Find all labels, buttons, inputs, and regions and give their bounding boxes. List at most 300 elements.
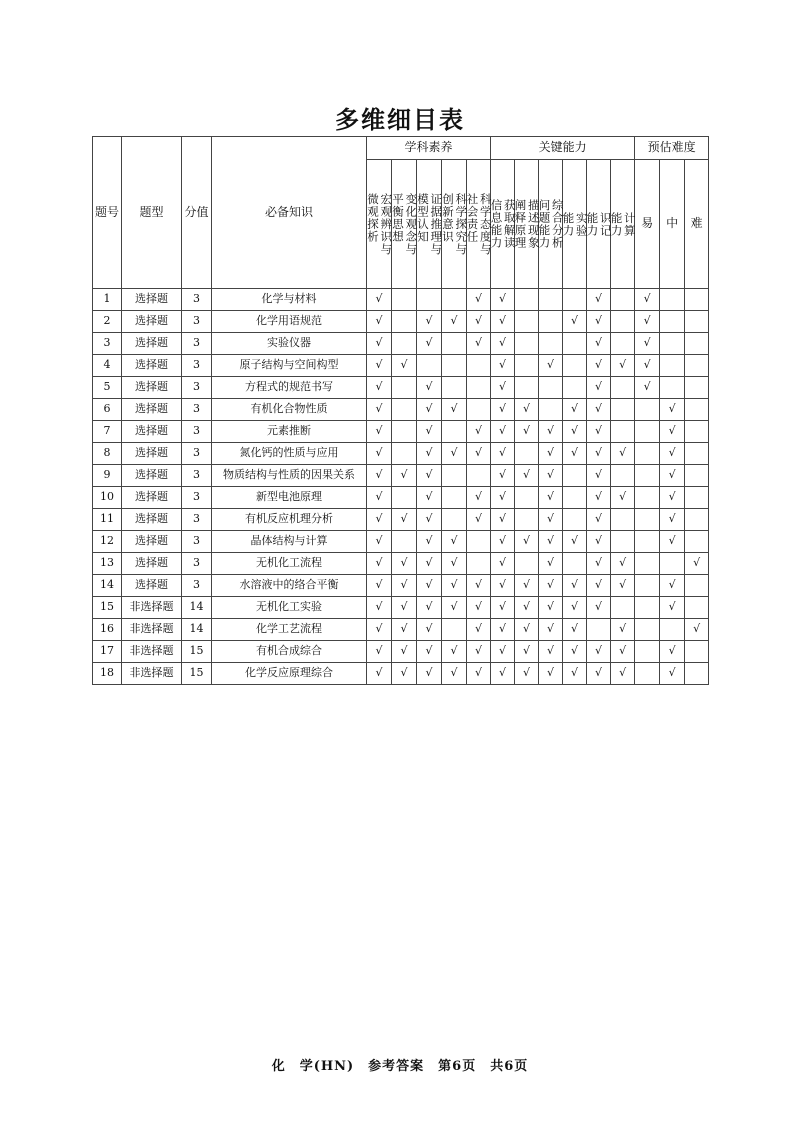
- check-mark: √: [668, 490, 676, 504]
- check-mark: √: [400, 556, 408, 570]
- cell-ability-3: [539, 355, 563, 377]
- cell-difficulty-1: [635, 289, 660, 311]
- cell-ability-5: [587, 553, 611, 575]
- cell-score: 3: [182, 333, 212, 355]
- cell-literacy-4: [442, 663, 467, 685]
- check-mark: √: [547, 556, 555, 570]
- cell-literacy-1: [367, 531, 392, 553]
- cell-difficulty-1: [635, 421, 660, 443]
- cell-topic: 有机合成综合: [212, 641, 367, 663]
- cell-score: 3: [182, 509, 212, 531]
- cell-score: 15: [182, 663, 212, 685]
- check-mark: √: [475, 424, 483, 438]
- cell-ability-3: [539, 619, 563, 641]
- check-mark: √: [375, 534, 383, 548]
- cell-difficulty-2: [660, 421, 685, 443]
- cell-score: 14: [182, 597, 212, 619]
- cell-topic: 物质结构与性质的因果关系: [212, 465, 367, 487]
- cell-difficulty-1: [635, 553, 660, 575]
- cell-score: 3: [182, 311, 212, 333]
- check-mark: √: [523, 468, 531, 482]
- check-mark: √: [475, 292, 483, 306]
- check-mark: √: [643, 314, 651, 328]
- cell-topic: 元素推断: [212, 421, 367, 443]
- cell-literacy-2: [392, 465, 417, 487]
- check-mark: √: [523, 666, 531, 680]
- cell-type: 选择题: [122, 509, 182, 531]
- cell-ability-1: [491, 531, 515, 553]
- cell-type: 选择题: [122, 553, 182, 575]
- cell-ability-5: [587, 487, 611, 509]
- cell-no: 14: [93, 575, 122, 597]
- cell-literacy-1: [367, 289, 392, 311]
- table-row: [93, 377, 709, 399]
- check-mark: √: [375, 644, 383, 658]
- table-row: [93, 531, 709, 553]
- check-mark: √: [375, 358, 383, 372]
- check-mark: √: [595, 556, 603, 570]
- cell-ability-6: [611, 619, 635, 641]
- cell-difficulty-2: [660, 553, 685, 575]
- check-mark: √: [595, 336, 603, 350]
- check-mark: √: [595, 358, 603, 372]
- col-header-ability-2-line-1: 描述现象: [526, 199, 541, 249]
- cell-topic: 化学与材料: [212, 289, 367, 311]
- cell-literacy-3: [417, 465, 442, 487]
- cell-ability-2: [515, 443, 539, 465]
- check-mark: √: [425, 644, 433, 658]
- header-row-groups: [93, 137, 709, 160]
- cell-ability-2: [515, 289, 539, 311]
- check-mark: √: [450, 578, 458, 592]
- col-header-ability-3-line-1: 综合分析: [550, 199, 565, 249]
- cell-literacy-4: [442, 333, 467, 355]
- cell-score: 3: [182, 575, 212, 597]
- cell-ability-3: [539, 531, 563, 553]
- cell-score: 3: [182, 531, 212, 553]
- cell-no: 11: [93, 509, 122, 531]
- page-footer: 化 学(HN) 参考答案 第6页 共6页: [271, 1059, 529, 1074]
- cell-literacy-3: [417, 443, 442, 465]
- check-mark: √: [619, 666, 627, 680]
- check-mark: √: [595, 292, 603, 306]
- col-header-literacy-1-line-2: 微观探析: [366, 192, 380, 243]
- cell-literacy-1: [367, 311, 392, 333]
- cell-ability-3: [539, 663, 563, 685]
- cell-topic: 化学工艺流程: [212, 619, 367, 641]
- check-mark: √: [475, 490, 483, 504]
- spec-table: [92, 136, 709, 685]
- check-mark: √: [619, 446, 627, 460]
- col-header-literacy-4-line-1: 科学探究与: [454, 192, 469, 256]
- cell-literacy-5: [467, 641, 491, 663]
- check-mark: √: [619, 490, 627, 504]
- check-mark: √: [499, 534, 507, 548]
- cell-type: 选择题: [122, 311, 182, 333]
- cell-ability-3: [539, 553, 563, 575]
- cell-difficulty-3: [685, 597, 709, 619]
- cell-ability-3: [539, 377, 563, 399]
- cell-ability-6: [611, 355, 635, 377]
- cell-ability-6: [611, 399, 635, 421]
- cell-ability-1: [491, 641, 515, 663]
- cell-ability-3: [539, 487, 563, 509]
- cell-ability-1: [491, 443, 515, 465]
- cell-type: 选择题: [122, 333, 182, 355]
- check-mark: √: [475, 644, 483, 658]
- check-mark: √: [400, 644, 408, 658]
- cell-difficulty-3: [685, 465, 709, 487]
- check-mark: √: [499, 314, 507, 328]
- cell-literacy-2: [392, 641, 417, 663]
- col-header-literacy-1: [367, 160, 392, 289]
- table-row: [93, 619, 709, 641]
- col-header-literacy-3: [417, 160, 442, 289]
- cell-literacy-2: [392, 663, 417, 685]
- cell-ability-4: [563, 663, 587, 685]
- cell-literacy-1: [367, 333, 392, 355]
- cell-no: 17: [93, 641, 122, 663]
- cell-type: 选择题: [122, 355, 182, 377]
- cell-difficulty-3: [685, 355, 709, 377]
- col-header-literacy-4-line-2: 创新意识: [441, 192, 455, 243]
- cell-difficulty-3: [685, 531, 709, 553]
- table-row: [93, 399, 709, 421]
- cell-ability-6: [611, 509, 635, 531]
- check-mark: √: [499, 490, 507, 504]
- cell-difficulty-1: [635, 619, 660, 641]
- cell-topic: 方程式的规范书写: [212, 377, 367, 399]
- cell-difficulty-2: [660, 575, 685, 597]
- col-header-literacy-5: [467, 160, 491, 289]
- cell-difficulty-1: [635, 487, 660, 509]
- check-mark: √: [595, 468, 603, 482]
- check-mark: √: [450, 534, 458, 548]
- check-mark: √: [400, 512, 408, 526]
- cell-literacy-5: [467, 531, 491, 553]
- cell-literacy-1: [367, 443, 392, 465]
- cell-no: 12: [93, 531, 122, 553]
- col-header-ability-4-line-1: 实验: [574, 211, 589, 237]
- cell-literacy-4: [442, 487, 467, 509]
- cell-literacy-3: [417, 531, 442, 553]
- cell-ability-4: [563, 575, 587, 597]
- cell-ability-1: [491, 663, 515, 685]
- cell-literacy-2: [392, 443, 417, 465]
- cell-ability-4: [563, 553, 587, 575]
- check-mark: √: [450, 556, 458, 570]
- cell-ability-3: [539, 641, 563, 663]
- cell-difficulty-3: [685, 377, 709, 399]
- cell-literacy-3: [417, 663, 442, 685]
- cell-literacy-1: [367, 421, 392, 443]
- cell-ability-5: [587, 289, 611, 311]
- check-mark: √: [499, 578, 507, 592]
- cell-literacy-5: [467, 443, 491, 465]
- check-mark: √: [475, 314, 483, 328]
- check-mark: √: [595, 380, 603, 394]
- cell-literacy-1: [367, 355, 392, 377]
- check-mark: √: [668, 512, 676, 526]
- check-mark: √: [595, 424, 603, 438]
- check-mark: √: [475, 446, 483, 460]
- col-header-literacy-5-line-2: 社会责任: [465, 192, 480, 243]
- cell-literacy-2: [392, 509, 417, 531]
- cell-ability-2: [515, 487, 539, 509]
- check-mark: √: [619, 622, 627, 636]
- cell-difficulty-2: [660, 399, 685, 421]
- cell-ability-6: [611, 465, 635, 487]
- cell-literacy-4: [442, 465, 467, 487]
- check-mark: √: [547, 644, 555, 658]
- check-mark: √: [499, 336, 507, 350]
- check-mark: √: [499, 446, 507, 460]
- cell-literacy-1: [367, 597, 392, 619]
- cell-literacy-4: [442, 311, 467, 333]
- check-mark: √: [499, 468, 507, 482]
- cell-no: 6: [93, 399, 122, 421]
- cell-no: 13: [93, 553, 122, 575]
- check-mark: √: [425, 336, 433, 350]
- cell-difficulty-3: [685, 421, 709, 443]
- cell-literacy-4: [442, 443, 467, 465]
- cell-ability-5: [587, 641, 611, 663]
- cell-literacy-4: [442, 531, 467, 553]
- cell-ability-4: [563, 619, 587, 641]
- cell-difficulty-2: [660, 465, 685, 487]
- check-mark: √: [425, 534, 433, 548]
- check-mark: √: [595, 578, 603, 592]
- cell-ability-2: [515, 619, 539, 641]
- check-mark: √: [571, 424, 579, 438]
- check-mark: √: [643, 358, 651, 372]
- cell-ability-3: [539, 399, 563, 421]
- cell-topic: 化学反应原理综合: [212, 663, 367, 685]
- cell-difficulty-2: [660, 311, 685, 333]
- check-mark: √: [475, 512, 483, 526]
- cell-difficulty-3: [685, 509, 709, 531]
- col-header-literacy-4: [442, 160, 467, 289]
- cell-no: 1: [93, 289, 122, 311]
- cell-type: 选择题: [122, 487, 182, 509]
- cell-ability-4: [563, 311, 587, 333]
- cell-ability-3: [539, 509, 563, 531]
- cell-ability-4: [563, 399, 587, 421]
- check-mark: √: [375, 468, 383, 482]
- cell-ability-1: [491, 597, 515, 619]
- check-mark: √: [450, 666, 458, 680]
- cell-difficulty-2: [660, 663, 685, 685]
- cell-ability-6: [611, 311, 635, 333]
- cell-topic: 晶体结构与计算: [212, 531, 367, 553]
- check-mark: √: [375, 402, 383, 416]
- cell-ability-2: [515, 575, 539, 597]
- table-row: [93, 663, 709, 685]
- cell-ability-4: [563, 465, 587, 487]
- cell-score: 3: [182, 289, 212, 311]
- check-mark: √: [475, 600, 483, 614]
- group-header-ability: 关键能力: [491, 137, 635, 160]
- cell-ability-5: [587, 333, 611, 355]
- cell-difficulty-2: [660, 377, 685, 399]
- cell-ability-5: [587, 597, 611, 619]
- table-row: [93, 333, 709, 355]
- check-mark: √: [450, 446, 458, 460]
- cell-ability-4: [563, 355, 587, 377]
- cell-literacy-2: [392, 531, 417, 553]
- cell-ability-2: [515, 399, 539, 421]
- check-mark: √: [425, 468, 433, 482]
- cell-type: 选择题: [122, 575, 182, 597]
- cell-ability-4: [563, 289, 587, 311]
- cell-score: 14: [182, 619, 212, 641]
- cell-score: 3: [182, 487, 212, 509]
- cell-difficulty-3: [685, 619, 709, 641]
- cell-literacy-3: [417, 289, 442, 311]
- check-mark: √: [400, 666, 408, 680]
- cell-literacy-4: [442, 509, 467, 531]
- col-header-ability-1-line-1: 获取解读: [502, 199, 517, 249]
- cell-literacy-3: [417, 597, 442, 619]
- cell-difficulty-3: [685, 641, 709, 663]
- cell-ability-5: [587, 663, 611, 685]
- check-mark: √: [499, 424, 507, 438]
- check-mark: √: [425, 314, 433, 328]
- col-header-ability-6: [611, 160, 635, 289]
- group-header-difficulty: 预估难度: [635, 137, 709, 160]
- cell-literacy-4: [442, 289, 467, 311]
- check-mark: √: [595, 644, 603, 658]
- col-header-ability-5-line-1: 识记: [598, 211, 613, 237]
- cell-literacy-3: [417, 399, 442, 421]
- cell-literacy-3: [417, 619, 442, 641]
- cell-literacy-2: [392, 553, 417, 575]
- cell-literacy-5: [467, 333, 491, 355]
- cell-literacy-5: [467, 421, 491, 443]
- check-mark: √: [375, 600, 383, 614]
- cell-literacy-3: [417, 509, 442, 531]
- check-mark: √: [375, 446, 383, 460]
- cell-literacy-5: [467, 575, 491, 597]
- cell-ability-4: [563, 597, 587, 619]
- check-mark: √: [547, 358, 555, 372]
- cell-difficulty-3: [685, 575, 709, 597]
- table-row: [93, 487, 709, 509]
- table-row: [93, 509, 709, 531]
- cell-ability-4: [563, 443, 587, 465]
- cell-literacy-1: [367, 509, 392, 531]
- cell-difficulty-1: [635, 509, 660, 531]
- cell-ability-5: [587, 377, 611, 399]
- check-mark: √: [595, 490, 603, 504]
- check-mark: √: [595, 534, 603, 548]
- cell-literacy-4: [442, 575, 467, 597]
- check-mark: √: [425, 380, 433, 394]
- check-mark: √: [425, 446, 433, 460]
- table-row: [93, 289, 709, 311]
- check-mark: √: [619, 556, 627, 570]
- check-mark: √: [547, 534, 555, 548]
- cell-ability-6: [611, 333, 635, 355]
- check-mark: √: [619, 644, 627, 658]
- cell-score: 3: [182, 421, 212, 443]
- check-mark: √: [668, 600, 676, 614]
- check-mark: √: [547, 666, 555, 680]
- col-header-no: 题号: [93, 137, 122, 289]
- check-mark: √: [571, 644, 579, 658]
- check-mark: √: [475, 336, 483, 350]
- cell-literacy-3: [417, 575, 442, 597]
- cell-literacy-5: [467, 311, 491, 333]
- cell-literacy-4: [442, 597, 467, 619]
- check-mark: √: [668, 468, 676, 482]
- cell-ability-2: [515, 597, 539, 619]
- cell-difficulty-1: [635, 355, 660, 377]
- cell-topic: 实验仪器: [212, 333, 367, 355]
- check-mark: √: [547, 490, 555, 504]
- cell-no: 3: [93, 333, 122, 355]
- cell-literacy-2: [392, 311, 417, 333]
- check-mark: √: [668, 424, 676, 438]
- cell-ability-3: [539, 465, 563, 487]
- check-mark: √: [619, 358, 627, 372]
- cell-type: 选择题: [122, 289, 182, 311]
- cell-difficulty-2: [660, 289, 685, 311]
- cell-difficulty-3: [685, 487, 709, 509]
- cell-ability-2: [515, 377, 539, 399]
- cell-literacy-1: [367, 487, 392, 509]
- check-mark: √: [400, 468, 408, 482]
- col-header-ability-3: [539, 160, 563, 289]
- cell-ability-1: [491, 399, 515, 421]
- col-header-difficulty-1: 易: [635, 160, 660, 289]
- col-header-ability-5-line-2: 能力: [585, 211, 600, 237]
- table-row: [93, 355, 709, 377]
- cell-ability-5: [587, 421, 611, 443]
- cell-ability-3: [539, 311, 563, 333]
- cell-literacy-5: [467, 487, 491, 509]
- cell-literacy-3: [417, 487, 442, 509]
- cell-difficulty-2: [660, 509, 685, 531]
- cell-ability-5: [587, 399, 611, 421]
- table-row: [93, 553, 709, 575]
- cell-difficulty-1: [635, 333, 660, 355]
- table-row: [93, 465, 709, 487]
- cell-literacy-5: [467, 509, 491, 531]
- cell-type: 非选择题: [122, 641, 182, 663]
- cell-literacy-5: [467, 597, 491, 619]
- col-header-ability-5: [587, 160, 611, 289]
- cell-literacy-2: [392, 377, 417, 399]
- cell-no: 15: [93, 597, 122, 619]
- col-header-type: 题型: [122, 137, 182, 289]
- col-header-literacy-2-line-1: 变化观念与: [404, 192, 419, 256]
- check-mark: √: [693, 622, 701, 636]
- check-mark: √: [499, 622, 507, 636]
- cell-literacy-4: [442, 399, 467, 421]
- cell-ability-4: [563, 487, 587, 509]
- cell-literacy-5: [467, 619, 491, 641]
- cell-ability-3: [539, 575, 563, 597]
- check-mark: √: [425, 512, 433, 526]
- col-header-ability-1: [491, 160, 515, 289]
- cell-literacy-4: [442, 641, 467, 663]
- cell-score: 3: [182, 465, 212, 487]
- cell-difficulty-3: [685, 553, 709, 575]
- cell-difficulty-2: [660, 641, 685, 663]
- cell-ability-3: [539, 421, 563, 443]
- cell-topic: 新型电池原理: [212, 487, 367, 509]
